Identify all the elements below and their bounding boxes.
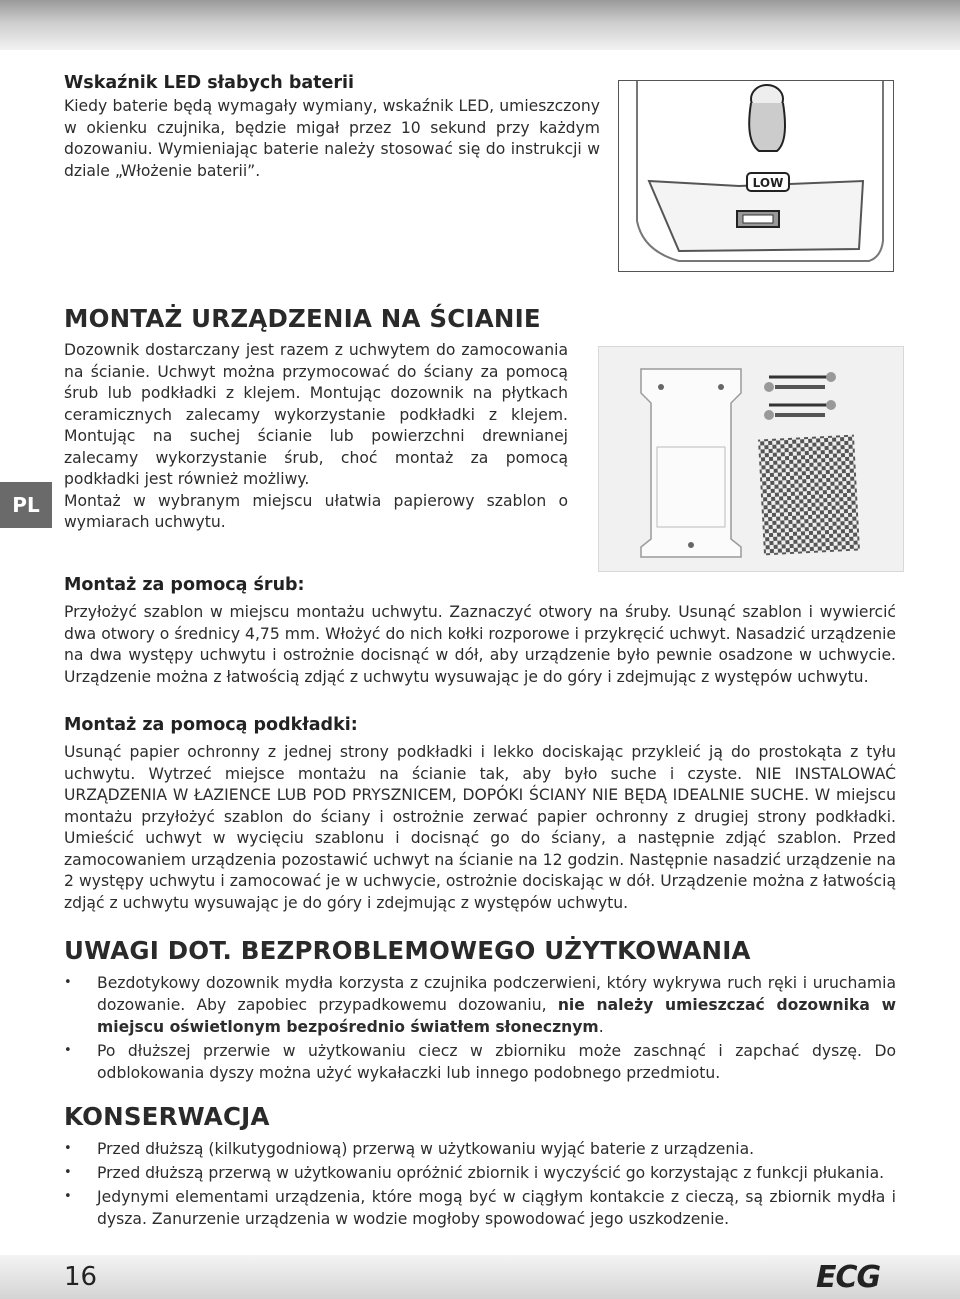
list-item: • Po dłuższej przerwie w użytkowaniu ciecz w zbiorniku może zaschnąć i zapchać dyszę. Do odblokowania dyszy można użyć wykałaczki lub innego podobnego przedmiotu. [64, 1040, 896, 1084]
pad-section [64, 714, 896, 914]
page-number: 16 [64, 1262, 98, 1292]
maintenance-list [64, 1138, 896, 1230]
tip-end: . [598, 1018, 604, 1036]
mounting-template-text: Montaż w wybranym miejscu ułatwia papierowy szablon o wymiarach uchwytu. [64, 491, 568, 531]
mounting-section [64, 304, 568, 534]
language-tab-label: PL [12, 493, 40, 517]
screws-section [64, 574, 896, 688]
brand-logo: ECG [816, 1260, 881, 1295]
list-item: • Przed dłuższą (kilkutygodniową) przerwą w użytkowaniu wyjąć baterie z urządzenia. [64, 1138, 896, 1160]
pad-text [64, 742, 896, 914]
led-text: Kiedy baterie będą wymagały wymiany, wskaźnik LED, umieszczony w okienku czujnika, będzie migał przez 10 sekund przy każdym dozowaniu. Wymieniając baterie należy stosować się do instrukcji w dziale „Włożenie baterii”. [64, 97, 600, 180]
dispenser-low-battery-illustration [618, 80, 894, 272]
led-section [64, 72, 600, 182]
maintenance-heading: KONSERWACJA [64, 1102, 270, 1131]
tip-emphasis: nie należy umieszczać dozownika w miejscu oświetlonym bezpośrednio światłem słonecznym [97, 996, 896, 1036]
led-heading: Wskaźnik LED słabych baterii [64, 73, 355, 93]
tips-list [64, 972, 896, 1084]
tips-heading: UWAGI DOT. BEZPROBLEMOWEGO UŻYTKOWANIA [64, 936, 751, 965]
tip-text: Bezdotykowy dozownik mydła korzysta z czujnika podczerwieni, który wykrywa ruch ręki i uruchamia dozowanie. Aby zapobiec przypadkowemu dozowaniu, [97, 974, 896, 1014]
low-indicator-label: LOW [752, 176, 784, 190]
list-item: • Przed dłuższą przerwą w użytkowaniu opróżnić zbiornik i wyczyścić go korzystając z funkcji płukania. [64, 1162, 896, 1184]
tips-section [64, 936, 896, 1086]
mounting-heading: MONTAŻ URZĄDZENIA NA ŚCIANIE [64, 304, 541, 333]
maintenance-section [64, 1102, 896, 1232]
header-band [0, 0, 960, 50]
bracket-and-pad-photo [598, 346, 904, 572]
pad-heading: Montaż za pomocą podkładki: [64, 715, 358, 735]
list-item: • Jedynymi elementami urządzenia, które mogą być w ciągłym kontakcie z cieczą, są zbiornik mydła i dysza. Zanurzenie urządzenia w wodzie mogłoby spowodować jego uszkodzenie. [64, 1186, 896, 1230]
screws-text: Przyłożyć szablon w miejscu montażu uchwytu. Zaznaczyć otwory na śruby. Usunąć szablon i wywiercić dwa otwory o średnicy 4,75 mm. Włożyć do nich kołki rozporowe i przykręcić uchwyt. Nasadzić urządzenie na dwa występy uchwytu i ostrożnie docisnąć w dół, aby urządzenie było pewnie osadzone w uchwycie. Urządzenie można z łatwością zdjąć z uchwytu wysuwając je do góry i zdejmując z występów uchwytu. [64, 603, 896, 686]
list-item [64, 972, 896, 1038]
pad-warning-text: Usunąć papier ochronny z jednej strony podkładki i lekko dociskając przykleić ją do prostokąta z tyłu uchwytu. Wytrzeć miejsce montażu na ścianie tak, aby było suche i czyste. NIE INSTALOWAĆ URZĄDZENIA W ŁAZIENCE LUB POD PRYSZNICEM, DOPÓKI ŚCIANY NIE BĘDĄ IDEALNIE SUCHE. [64, 743, 896, 804]
pad-text-rest: W miejscu montażu przyłożyć szablon do ściany i ostrożnie zerwać papier ochronny z drugiej strony podkładki. Umieścić uchwyt w wycięciu szablonu i docisnąć go do ściany, a następnie zdjąć szablon. Przed zamocowaniem urządzenia pozostawić uchwyt na ścianie na 12 godzin. Następnie nasadzić urządzenie na 2 występy uchwytu i zamocować je w uchwycie, ostrożnie dociskając w dół. Urządzenie można z łatwością zdjąć z uchwytu wysuwając je do góry i zdejmując z występów uchwytu. [64, 786, 896, 912]
mounting-text: Dozownik dostarczany jest razem z uchwytem do zamocowania na ścianie. Uchwyt można przymocować do ściany za pomocą śrub lub podkładki z klejem. Montując dozownik na płytkach ceramicznych zalecamy wykorzystanie podkładki z klejem. Montując na suchej ścianie lub powierzchni drewnianej zalecamy wykorzystanie śrub, choć montaż za pomocą podkładki jest również możliwy. [64, 341, 568, 488]
screws-heading: Montaż za pomocą śrub: [64, 575, 305, 595]
language-tab [0, 482, 52, 528]
